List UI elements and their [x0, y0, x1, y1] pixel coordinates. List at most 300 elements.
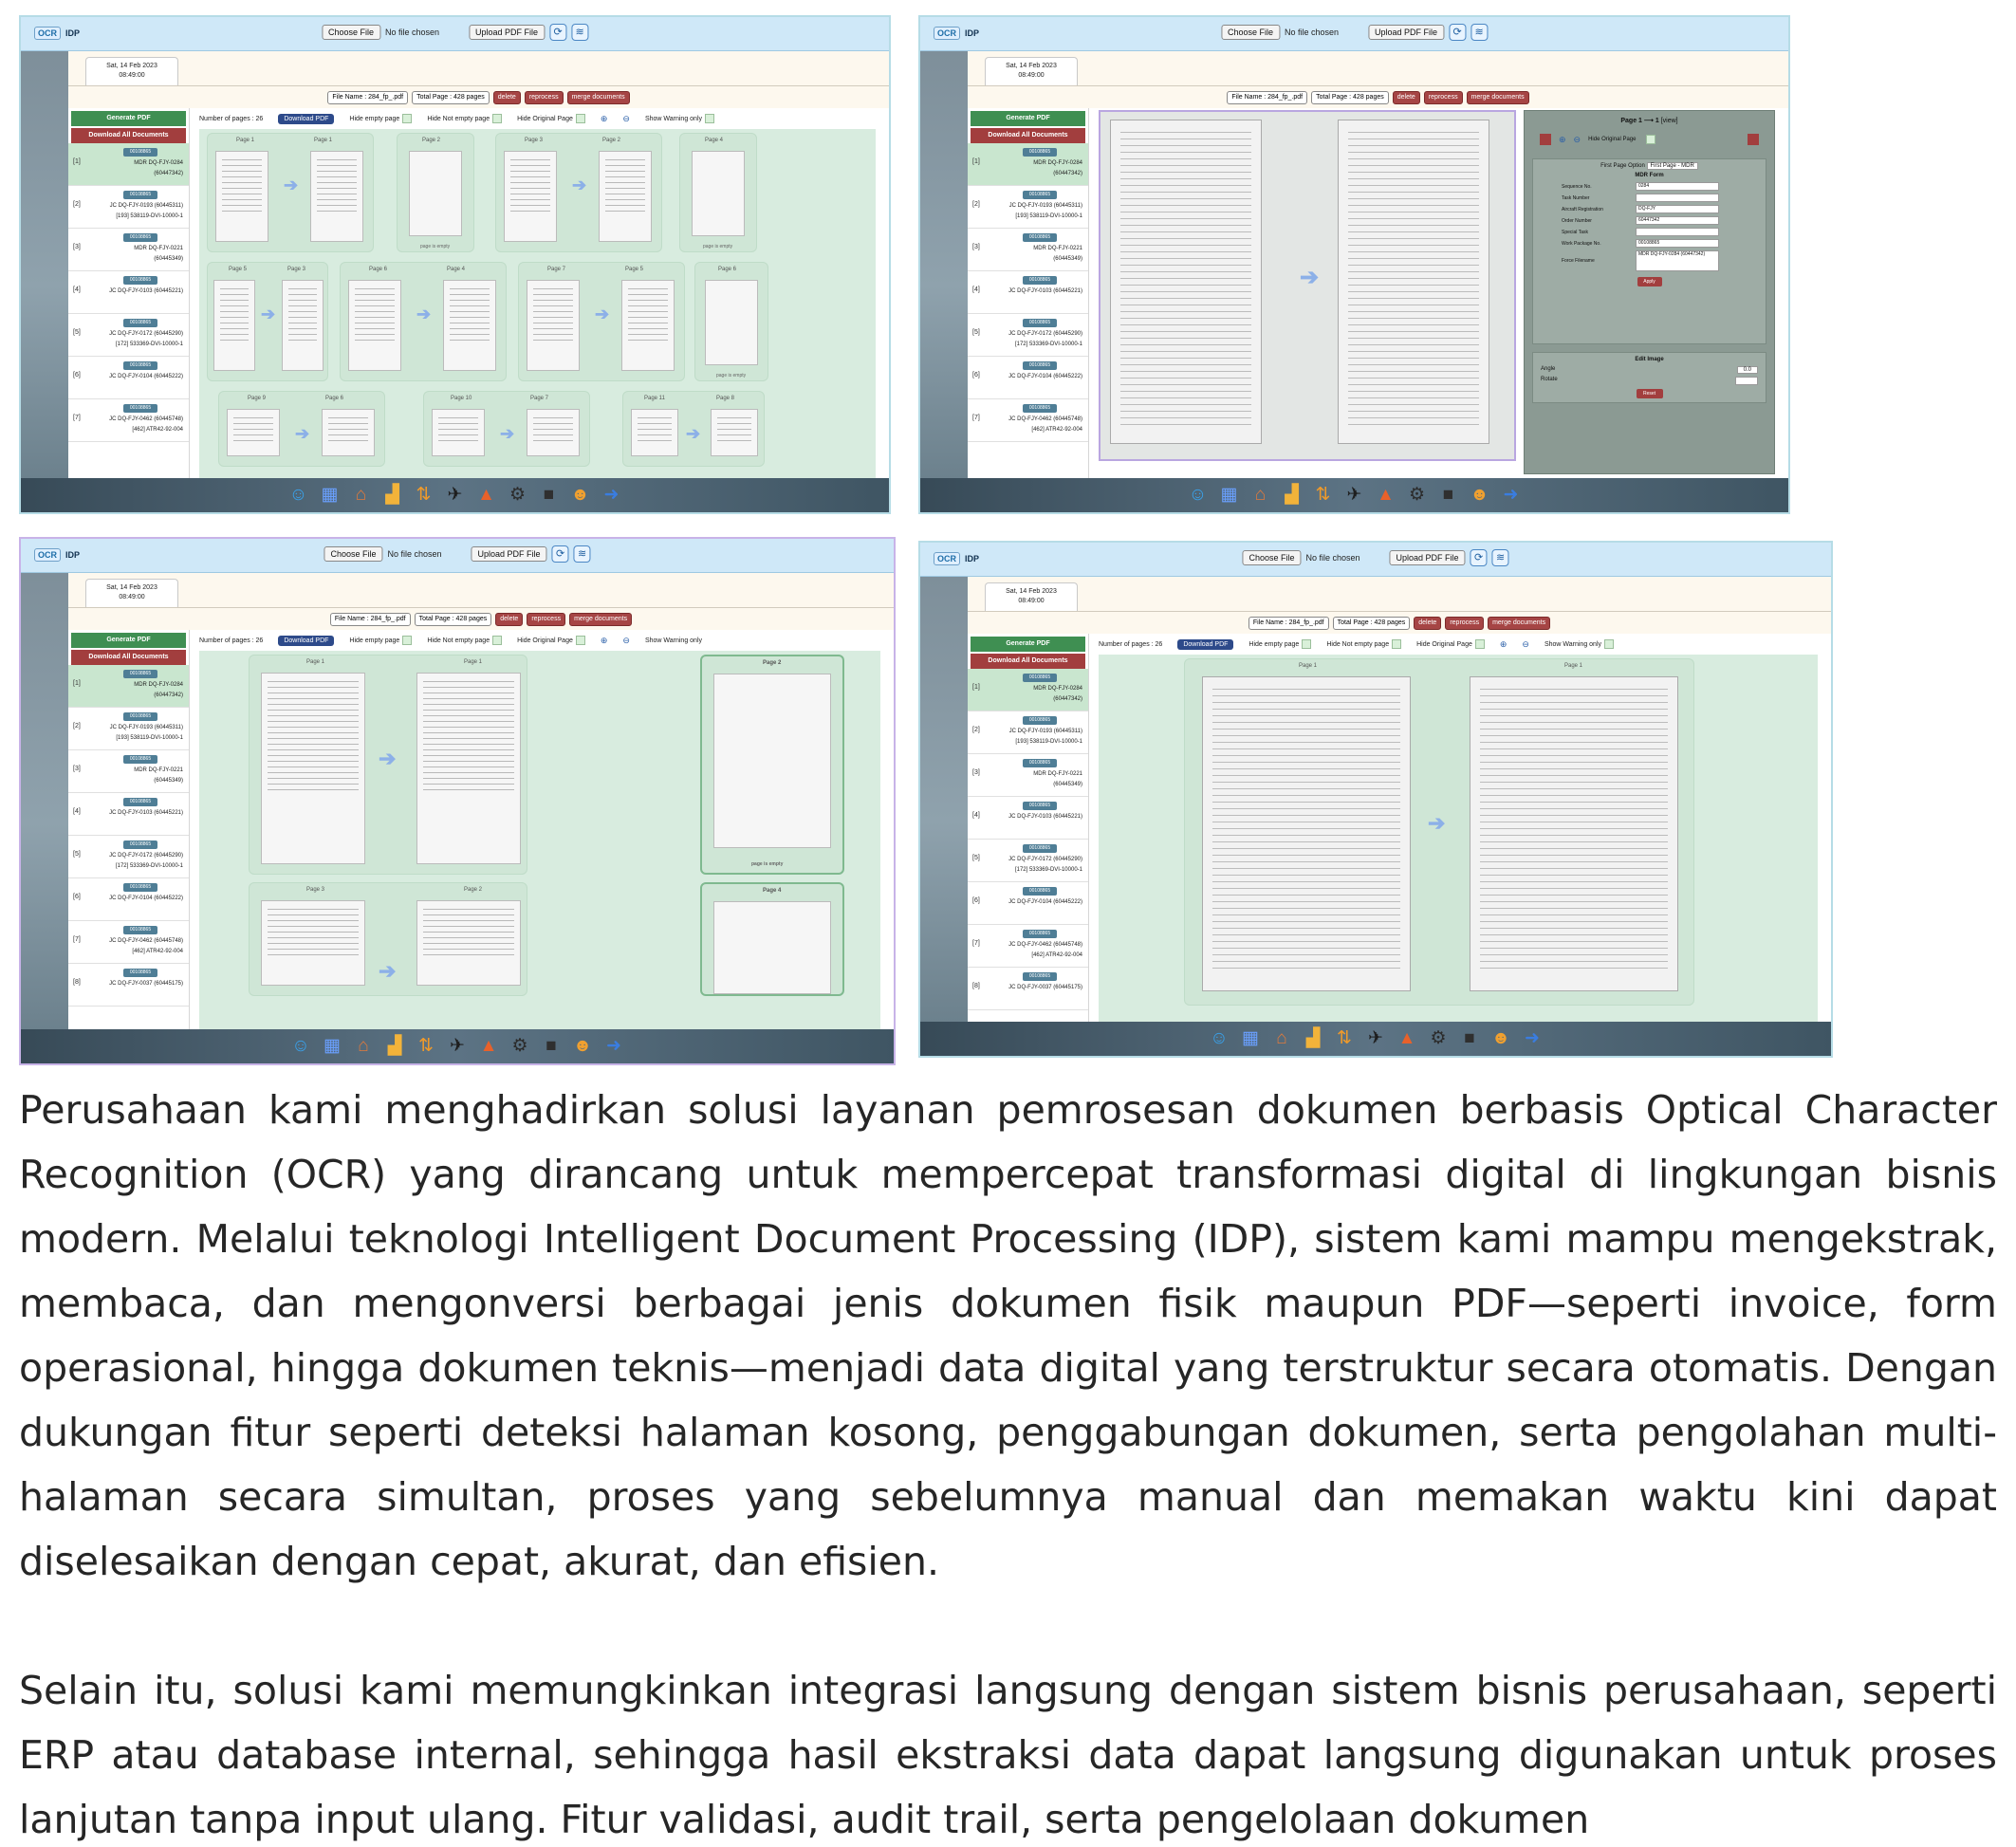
page-toolbar [190, 630, 894, 651]
checkbox-icon[interactable] [1392, 639, 1401, 649]
page-single[interactable] [679, 133, 757, 252]
settings-icon[interactable]: ≋ [1470, 24, 1488, 41]
processed-page-thumb[interactable] [282, 280, 324, 371]
processed-page-thumb[interactable] [599, 151, 652, 242]
document-badge: 00108865 [1023, 887, 1057, 896]
document-index: [1] [972, 684, 980, 691]
checkbox-icon[interactable] [705, 114, 714, 123]
delete-button[interactable]: delete [1393, 91, 1420, 104]
page-single[interactable] [700, 655, 844, 875]
document-name: MDR DQ-FJY-0221 [134, 767, 183, 773]
warning-icon[interactable]: ▲ [1397, 1028, 1416, 1048]
screenshot-zoomed-grid [19, 537, 896, 1065]
document-sub: (60445349) [154, 256, 183, 262]
home-icon[interactable]: ⌂ [358, 1036, 369, 1056]
show-warning-label[interactable]: Show Warning only [644, 637, 702, 644]
reprocess-button[interactable]: reprocess [1424, 91, 1463, 104]
document-item[interactable] [68, 708, 189, 750]
processed-page-thumb[interactable] [322, 409, 375, 456]
document-item[interactable] [968, 399, 1088, 442]
user-icon[interactable]: ☻ [1470, 485, 1489, 505]
document-item[interactable] [68, 750, 189, 793]
transfer-icon[interactable]: ⇅ [418, 1036, 434, 1056]
empty-page-thumb[interactable] [692, 151, 745, 236]
settings-icon[interactable]: ≋ [1492, 549, 1509, 566]
next-page-button[interactable] [1748, 134, 1759, 145]
document-item[interactable] [968, 840, 1088, 882]
arrow-right-icon: ➔ [416, 305, 432, 323]
zoom-out-icon[interactable]: ⊖ [1522, 638, 1529, 649]
hide-original-toggle[interactable] [517, 636, 585, 645]
document-sub: [193] 538119-DVI-10000-1 [116, 213, 183, 219]
hide-not-empty-toggle[interactable] [427, 114, 502, 123]
document-badge: 00108865 [123, 670, 157, 678]
app-logo [934, 27, 979, 40]
merge-documents-button[interactable]: merge documents [569, 613, 632, 626]
page-pair[interactable] [423, 391, 590, 467]
download-all-button[interactable]: Download All Documents [971, 654, 1085, 669]
upload-pdf-button[interactable]: Upload PDF File [469, 25, 545, 40]
launchpad-icon[interactable]: ▦ [1242, 1028, 1259, 1048]
checkbox-icon[interactable] [1604, 639, 1614, 649]
zoom-out-icon[interactable]: ⊖ [622, 113, 630, 123]
processed-page-thumb[interactable] [621, 280, 675, 371]
choose-file-button[interactable]: Choose File [1242, 550, 1301, 565]
file-info-bar [68, 607, 894, 630]
document-item[interactable] [68, 836, 189, 878]
page-pair[interactable] [218, 391, 385, 467]
document-sub: (60447342) [154, 171, 183, 176]
user-icon[interactable]: ☻ [573, 1036, 592, 1056]
field-input[interactable] [1636, 194, 1719, 202]
gear-icon[interactable]: ⚙ [1430, 1028, 1447, 1048]
apply-button[interactable]: Apply [1637, 277, 1662, 286]
plane-icon[interactable]: ✈ [450, 1036, 465, 1056]
document-index: [6] [972, 897, 980, 904]
page-pair[interactable] [207, 262, 328, 381]
document-name: JC DQ-FJY-0462 (60445748) [109, 938, 183, 944]
user-icon[interactable]: ☻ [570, 485, 590, 505]
processed-page-thumb[interactable] [416, 900, 521, 986]
checkbox-icon[interactable] [576, 114, 585, 123]
document-item[interactable] [68, 271, 189, 314]
logout-icon[interactable]: ➜ [606, 1036, 621, 1056]
document-item[interactable] [968, 711, 1088, 754]
archive-icon[interactable]: ■ [543, 485, 555, 505]
home-icon[interactable]: ⌂ [355, 485, 367, 505]
checkbox-icon[interactable] [1302, 639, 1311, 649]
hide-original-label: Hide Original Page [1416, 640, 1472, 648]
document-name: JC DQ-FJY-0462 (60445748) [1008, 942, 1082, 948]
mdr-form [1532, 158, 1766, 344]
gear-icon[interactable]: ⚙ [509, 485, 527, 505]
choose-file-button[interactable]: Choose File [324, 546, 382, 562]
document-item[interactable] [968, 143, 1088, 186]
hide-original-label: Hide Original Page [517, 637, 573, 644]
processed-page-thumb[interactable] [416, 673, 521, 864]
original-page-thumb[interactable] [1202, 676, 1411, 991]
document-index: [7] [73, 415, 81, 421]
page-pair[interactable] [495, 133, 662, 252]
page-pair[interactable] [518, 262, 685, 381]
document-index: [2] [73, 201, 81, 208]
field-label: Task Number [1562, 194, 1590, 201]
first-page-select[interactable]: First Page - MDR [1647, 162, 1698, 170]
reset-button[interactable]: Reset [1637, 389, 1663, 398]
document-item[interactable] [968, 669, 1088, 711]
document-sub: [462] ATR42-92-004 [1031, 427, 1082, 433]
generate-pdf-button[interactable]: Generate PDF [971, 111, 1085, 126]
refresh-icon[interactable]: ⟳ [1449, 24, 1466, 41]
finder-icon[interactable]: ☺ [288, 485, 308, 505]
page-empty-note: page is empty [703, 244, 733, 249]
finder-icon[interactable]: ☺ [1188, 485, 1208, 505]
hide-empty-toggle[interactable] [349, 636, 412, 645]
zoom-in-icon[interactable]: ⊕ [600, 113, 608, 123]
page-label: Page 1 [1299, 663, 1318, 669]
settings-icon[interactable]: ≋ [571, 24, 588, 41]
dock-icons [1184, 482, 1525, 508]
editor-view-link[interactable]: [view] [1660, 118, 1678, 124]
download-pdf-button[interactable]: Download PDF [278, 114, 334, 124]
plane-icon[interactable]: ✈ [1368, 1028, 1383, 1048]
document-item[interactable] [968, 357, 1088, 399]
generate-pdf-button[interactable]: Generate PDF [971, 637, 1085, 652]
editor-title [1525, 117, 1774, 124]
page-label: Page 3 [525, 138, 544, 143]
logout-icon[interactable]: ➜ [1525, 1028, 1540, 1048]
document-item[interactable] [68, 921, 189, 964]
gear-icon[interactable]: ⚙ [511, 1036, 528, 1056]
page-label: Page 5 [229, 267, 248, 272]
page-label: Page 4 [763, 888, 782, 894]
document-item[interactable] [68, 357, 189, 399]
hide-empty-label: Hide empty page [349, 637, 400, 644]
document-item[interactable] [968, 271, 1088, 314]
choose-file-button[interactable]: Choose File [322, 25, 380, 40]
page-pair[interactable] [340, 262, 507, 381]
document-index: [2] [73, 723, 81, 730]
merge-documents-button[interactable]: merge documents [567, 91, 630, 104]
document-name: JC DQ-FJY-0104 (60445222) [109, 896, 183, 901]
field-label: Aircraft Registration [1562, 206, 1603, 212]
original-page-thumb[interactable] [504, 151, 557, 242]
document-sub: [462] ATR42-92-004 [1031, 952, 1082, 958]
main-area [1089, 634, 1831, 1022]
upload-pdf-button[interactable]: Upload PDF File [1368, 25, 1444, 40]
form-row [1562, 205, 1762, 213]
delete-button[interactable]: delete [493, 91, 521, 104]
field-textarea[interactable]: MDR DQ-FJY-0284 (60447342) [1636, 250, 1719, 271]
processed-page-thumb[interactable] [1338, 120, 1489, 444]
hide-not-empty-toggle[interactable] [1326, 639, 1401, 649]
document-item[interactable] [68, 229, 189, 271]
field-label: Special Task [1562, 229, 1588, 235]
logout-icon[interactable]: ➜ [1503, 485, 1519, 505]
date-tab[interactable] [985, 582, 1078, 611]
refresh-icon[interactable]: ⟳ [1470, 549, 1488, 566]
download-all-button[interactable]: Download All Documents [71, 650, 186, 665]
document-name: JC DQ-FJY-0172 (60445290) [1008, 857, 1082, 862]
form-title: MDR Form [1635, 173, 1664, 178]
chart-icon[interactable]: ▟ [1305, 1028, 1321, 1048]
field-input[interactable]: 0284 [1636, 182, 1719, 191]
page-pair[interactable] [1184, 658, 1694, 1006]
document-item[interactable] [968, 968, 1088, 1010]
checkbox-icon[interactable] [492, 114, 502, 123]
warning-icon[interactable]: ▲ [477, 485, 495, 505]
document-name: JC DQ-FJY-0037 (60445175) [109, 981, 183, 987]
app-logo [34, 27, 80, 40]
document-sub: (60447342) [1053, 696, 1082, 702]
merge-documents-button[interactable]: merge documents [1467, 91, 1529, 104]
archive-icon[interactable]: ■ [546, 1036, 557, 1056]
transfer-icon[interactable]: ⇅ [416, 485, 432, 505]
time-label: 08:49:00 [119, 72, 145, 79]
checkbox-icon[interactable] [402, 114, 412, 123]
prev-page-button[interactable] [1540, 134, 1551, 145]
page-preview[interactable] [1099, 110, 1516, 461]
generate-pdf-button[interactable]: Generate PDF [71, 633, 186, 648]
document-item[interactable] [68, 143, 189, 186]
main-area [1089, 108, 1788, 478]
document-item[interactable] [968, 186, 1088, 229]
page-pair[interactable] [249, 655, 527, 875]
document-badge: 00108865 [123, 712, 157, 721]
original-page-thumb[interactable] [215, 151, 268, 242]
edit-image-box [1532, 352, 1766, 403]
workspace-panel [968, 577, 1831, 1022]
home-icon[interactable]: ⌂ [1276, 1028, 1287, 1048]
document-name: MDR DQ-FJY-0221 [1033, 246, 1082, 251]
document-item[interactable] [68, 399, 189, 442]
document-item[interactable] [968, 797, 1088, 840]
delete-button[interactable]: delete [495, 613, 523, 626]
hide-original-toggle[interactable] [517, 114, 585, 123]
page-label: Page 1 [464, 659, 483, 665]
hide-original-toggle[interactable] [1416, 639, 1485, 649]
reprocess-button[interactable]: reprocess [525, 91, 564, 104]
user-icon[interactable]: ☻ [1491, 1028, 1510, 1048]
field-input[interactable]: 00108865 [1636, 239, 1719, 248]
upload-row [324, 545, 590, 563]
choose-file-button[interactable]: Choose File [1221, 25, 1280, 40]
hide-empty-toggle[interactable] [349, 114, 412, 123]
document-badge: 00108865 [123, 755, 157, 764]
logout-icon[interactable]: ➜ [603, 485, 620, 505]
reprocess-button[interactable]: reprocess [1445, 617, 1484, 630]
document-index: [3] [972, 244, 980, 250]
empty-page-thumb[interactable] [705, 280, 758, 365]
page-pair[interactable] [622, 391, 765, 467]
document-badge: 00108865 [1023, 802, 1057, 810]
document-item[interactable] [968, 754, 1088, 797]
document-item[interactable] [968, 314, 1088, 357]
hide-empty-label: Hide empty page [1248, 640, 1300, 648]
form-row [1562, 228, 1762, 236]
rotate-select[interactable] [1735, 377, 1758, 385]
document-item[interactable] [68, 793, 189, 836]
document-index: [5] [972, 855, 980, 861]
chart-icon[interactable]: ▟ [385, 485, 399, 505]
date-label: Sat, 14 Feb 2023 [1006, 588, 1057, 595]
document-index: [7] [972, 940, 980, 947]
finder-icon[interactable]: ☺ [291, 1036, 310, 1056]
document-item[interactable] [968, 925, 1088, 968]
checkbox-icon[interactable] [492, 636, 502, 645]
document-index: [4] [73, 808, 81, 815]
gear-icon[interactable]: ⚙ [1408, 485, 1426, 505]
plane-icon[interactable]: ✈ [447, 485, 463, 505]
page-single[interactable] [700, 882, 844, 996]
field-input[interactable]: DQ-FJY [1636, 205, 1719, 213]
settings-icon[interactable]: ≋ [574, 545, 591, 563]
original-page-thumb[interactable] [213, 280, 255, 371]
empty-page-thumb[interactable] [713, 674, 831, 848]
zoom-out-icon[interactable]: ⊖ [1573, 134, 1581, 144]
field-label: Sequence No. [1562, 183, 1592, 190]
zoom-out-icon[interactable]: ⊖ [622, 635, 630, 645]
zoom-in-icon[interactable]: ⊕ [600, 635, 608, 645]
page-label: Page 2 [422, 138, 441, 143]
page-single[interactable] [397, 133, 474, 252]
logo-text: IDP [965, 554, 980, 563]
document-sub: (60445349) [1053, 256, 1082, 262]
zoom-in-icon[interactable]: ⊕ [1499, 638, 1507, 649]
processed-page-thumb[interactable] [310, 151, 363, 242]
angle-label: Angle [1541, 366, 1556, 372]
page-label: Page 2 [602, 138, 621, 143]
hide-empty-toggle[interactable] [1248, 639, 1311, 649]
document-item[interactable] [968, 882, 1088, 925]
arrow-right-icon: ➔ [379, 747, 397, 770]
document-badge: 00108865 [123, 969, 157, 977]
original-page-thumb[interactable] [1110, 120, 1262, 444]
checkbox-icon[interactable] [576, 636, 585, 645]
hide-not-empty-toggle[interactable] [427, 636, 502, 645]
date-tab[interactable] [85, 579, 178, 607]
launchpad-icon[interactable]: ▦ [321, 485, 339, 505]
hide-empty-label: Hide empty page [349, 115, 400, 122]
empty-page-thumb[interactable] [409, 151, 462, 236]
archive-icon[interactable]: ■ [1442, 485, 1454, 505]
refresh-icon[interactable]: ⟳ [552, 545, 569, 563]
page-grid [199, 129, 876, 478]
original-page-thumb[interactable] [261, 900, 365, 986]
processed-page-thumb[interactable] [443, 280, 496, 371]
document-name: JC DQ-FJY-0462 (60445748) [1008, 416, 1082, 422]
original-page-thumb[interactable] [227, 409, 280, 456]
upload-pdf-button[interactable]: Upload PDF File [472, 546, 547, 562]
checkbox-icon[interactable] [402, 636, 412, 645]
show-warning-toggle[interactable] [1544, 639, 1614, 649]
app-logo [934, 552, 979, 565]
generate-pdf-button[interactable]: Generate PDF [71, 111, 186, 126]
document-item[interactable] [968, 229, 1088, 271]
page-label: Page 1 [314, 138, 333, 143]
warning-icon[interactable]: ▲ [1377, 485, 1395, 505]
page-label: Page 10 [451, 396, 472, 401]
hide-not-empty-label: Hide Not empty page [427, 115, 490, 122]
download-all-button[interactable]: Download All Documents [71, 128, 186, 143]
document-sub: (60447342) [1053, 171, 1082, 176]
launchpad-icon[interactable]: ▦ [324, 1036, 341, 1056]
date-tab[interactable] [85, 57, 178, 85]
document-item[interactable] [68, 665, 189, 708]
transfer-icon[interactable]: ⇅ [1337, 1028, 1352, 1048]
dock-bar [920, 1022, 1831, 1056]
document-index: [5] [972, 329, 980, 336]
chart-icon[interactable]: ▟ [1285, 485, 1299, 505]
arrow-right-icon: ➔ [1428, 811, 1446, 835]
chart-icon[interactable]: ▟ [387, 1036, 402, 1056]
download-all-button[interactable]: Download All Documents [971, 128, 1085, 143]
arrow-right-icon: ➔ [379, 959, 397, 983]
angle-stepper[interactable]: 0.0 [1737, 366, 1758, 374]
document-index: [3] [73, 766, 81, 772]
zoom-in-icon[interactable]: ⊕ [1559, 134, 1566, 144]
document-index: [7] [73, 936, 81, 943]
processed-page-thumb[interactable] [711, 409, 758, 456]
page-pair[interactable] [249, 882, 527, 996]
refresh-icon[interactable]: ⟳ [549, 24, 566, 41]
document-sidebar [968, 108, 1089, 478]
document-name: JC DQ-FJY-0172 (60445290) [109, 853, 183, 859]
show-warning-toggle[interactable] [645, 114, 714, 123]
original-page-thumb[interactable] [348, 280, 401, 371]
download-pdf-button[interactable]: Download PDF [278, 636, 334, 646]
document-sidebar [968, 634, 1089, 1022]
original-page-thumb[interactable] [527, 280, 580, 371]
original-page-thumb[interactable] [631, 409, 678, 456]
home-icon[interactable]: ⌂ [1254, 485, 1267, 505]
merge-documents-button[interactable]: merge documents [1488, 617, 1550, 630]
date-tab[interactable] [985, 57, 1078, 85]
page-pair[interactable] [207, 133, 374, 252]
document-item[interactable] [68, 964, 189, 1007]
top-bar [21, 539, 894, 573]
upload-pdf-button[interactable]: Upload PDF File [1390, 550, 1466, 565]
document-index: [4] [972, 812, 980, 819]
page-label: Page 4 [447, 267, 466, 272]
original-page-thumb[interactable] [261, 673, 365, 864]
workspace-panel [968, 51, 1788, 478]
main-area [190, 108, 889, 478]
document-item[interactable] [68, 186, 189, 229]
original-page-thumb[interactable] [432, 409, 485, 456]
document-item[interactable] [68, 878, 189, 921]
reprocess-button[interactable]: reprocess [527, 613, 565, 626]
checkbox-icon[interactable] [1475, 639, 1485, 649]
field-input[interactable] [1636, 228, 1719, 236]
page-single[interactable] [694, 262, 768, 381]
transfer-icon[interactable]: ⇅ [1315, 485, 1331, 505]
finder-icon[interactable]: ☺ [1210, 1028, 1229, 1048]
plane-icon[interactable]: ✈ [1346, 485, 1362, 505]
processed-page-thumb[interactable] [1470, 676, 1678, 991]
field-input[interactable]: 60447342 [1636, 216, 1719, 225]
processed-page-thumb[interactable] [527, 409, 580, 456]
document-item[interactable] [68, 314, 189, 357]
archive-icon[interactable]: ■ [1464, 1028, 1475, 1048]
download-pdf-button[interactable]: Download PDF [1177, 639, 1233, 650]
warning-icon[interactable]: ▲ [479, 1036, 498, 1056]
launchpad-icon[interactable]: ▦ [1220, 485, 1238, 505]
document-badge: 00108865 [123, 191, 157, 199]
empty-page-thumb[interactable] [713, 901, 831, 994]
delete-button[interactable]: delete [1414, 617, 1441, 630]
checkbox-icon[interactable] [1646, 135, 1655, 144]
